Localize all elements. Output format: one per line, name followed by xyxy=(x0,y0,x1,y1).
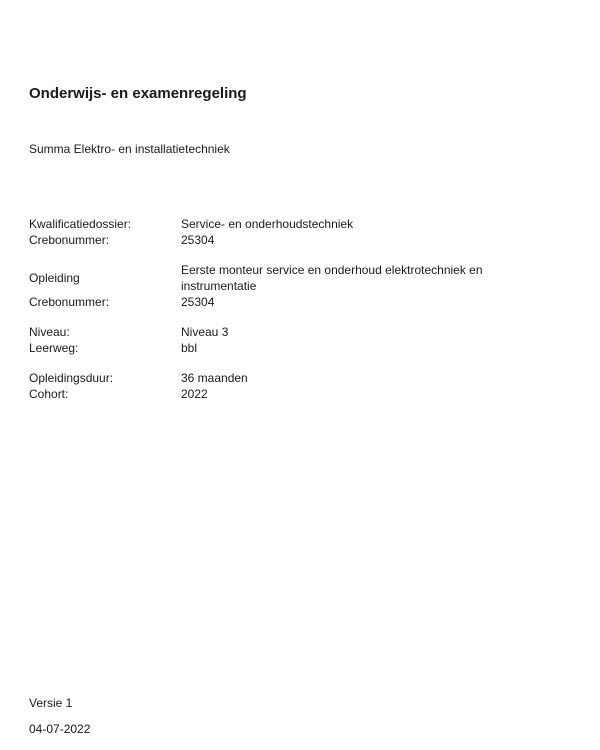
detail-label: Crebonummer: xyxy=(29,295,110,309)
detail-row-cohort xyxy=(29,386,569,402)
detail-row-crebonummer-opleiding xyxy=(29,294,569,310)
detail-label: Opleidingsduur: xyxy=(29,371,114,385)
detail-value: 36 maanden xyxy=(181,371,248,385)
detail-label: Crebonummer: xyxy=(29,233,110,247)
section-spacer xyxy=(29,310,569,324)
organization-name: Summa Elektro- en installatietechniek xyxy=(29,142,230,156)
detail-label: Kwalificatiedossier: xyxy=(29,217,132,231)
detail-row-niveau xyxy=(29,324,569,340)
document-title: Onderwijs- en examenregeling xyxy=(29,85,247,102)
detail-row-kwalificatiedossier xyxy=(29,216,569,232)
section-spacer xyxy=(29,248,569,262)
detail-label: Opleiding xyxy=(29,271,80,285)
document-version: Versie 1 xyxy=(29,696,73,710)
detail-value: Niveau 3 xyxy=(181,325,229,339)
detail-row-opleiding xyxy=(29,262,569,294)
detail-value: Eerste monteur service en onderhoud elektrotechniek en instrumentatie xyxy=(181,263,483,293)
qualification-details xyxy=(29,216,569,402)
detail-row-opleidingsduur xyxy=(29,370,569,386)
detail-label: Cohort: xyxy=(29,387,69,401)
detail-value: Service- en onderhoudstechniek xyxy=(181,217,354,231)
detail-label: Niveau: xyxy=(29,325,70,339)
section-spacer xyxy=(29,356,569,370)
detail-value: bbl xyxy=(181,341,198,355)
detail-value: 2022 xyxy=(181,387,208,401)
detail-row-leerweg xyxy=(29,340,569,356)
detail-row-crebonummer-dossier xyxy=(29,232,569,248)
detail-label: Leerweg: xyxy=(29,341,79,355)
detail-value: 25304 xyxy=(181,295,215,309)
detail-value: 25304 xyxy=(181,233,215,247)
document-date: 04-07-2022 xyxy=(29,722,91,736)
